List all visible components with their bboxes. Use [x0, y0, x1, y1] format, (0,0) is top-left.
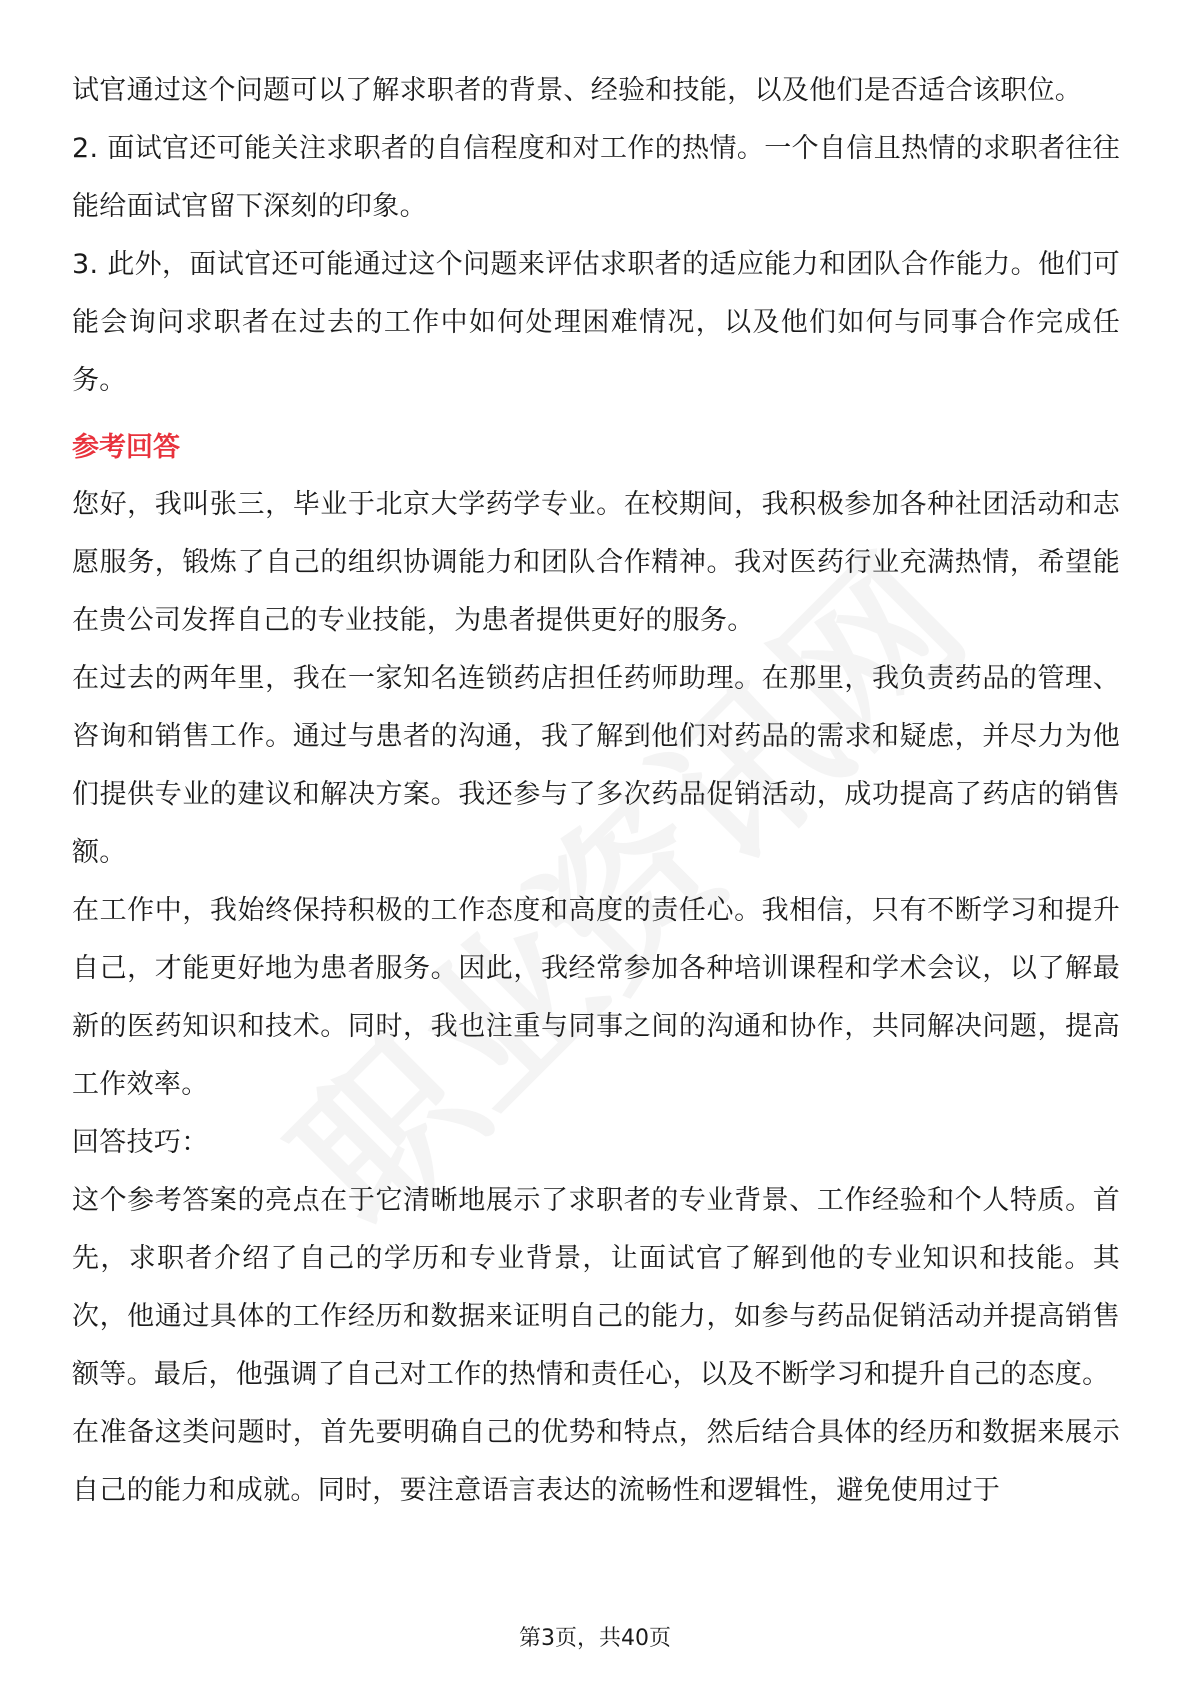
tips-paragraph: 在准备这类问题时，首先要明确自己的优势和特点，然后结合具体的经历和数据来展示自己的能力和成就。同时，要注意语言表达的流畅性和逻辑性，避免使用过于 — [72, 1417, 1120, 1506]
tips-heading: 回答技巧： — [72, 1127, 209, 1158]
page-footer: 第3页，共40页 — [519, 1626, 671, 1651]
section-heading: 参考回答 — [72, 432, 180, 463]
answer-paragraph: 在过去的两年里，我在一家知名连锁药店担任药师助理。在那里，我负责药品的管理、咨询和销售工作。通过与患者的沟通，我了解到他们对药品的需求和疑虑，并尽力为他们提供专业的建议和解决方案。我还参与了多次药品促销活动，成功提高了药店的销售额。 — [72, 663, 1120, 868]
paragraph: 试官通过这个问题可以了解求职者的背景、经验和技能，以及他们是否适合该职位。 — [72, 75, 1083, 106]
answer-paragraph: 在工作中，我始终保持积极的工作态度和高度的责任心。我相信，只有不断学习和提升自己，才能更好地为患者服务。因此，我经常参加各种培训课程和学术会议，以了解最新的医药知识和技术。同时，我也注重与同事之间的沟通和协作，共同解决问题，提高工作效率。 — [72, 895, 1120, 1100]
paragraph: 3. 此外，面试官还可能通过这个问题来评估求职者的适应能力和团队合作能力。他们可能会询问求职者在过去的工作中如何处理困难情况，以及他们如何与同事合作完成任务。 — [72, 249, 1120, 396]
document-body — [72, 62, 1120, 1520]
answer-paragraph: 您好，我叫张三，毕业于北京大学药学专业。在校期间，我积极参加各种社团活动和志愿服务，锻炼了自己的组织协调能力和团队合作精神。我对医药行业充满热情，希望能在贵公司发挥自己的专业技能，为患者提供更好的服务。 — [72, 489, 1120, 636]
paragraph: 2. 面试官还可能关注求职者的自信程度和对工作的热情。一个自信且热情的求职者往往能给面试官留下深刻的印象。 — [72, 133, 1120, 222]
tips-paragraph: 这个参考答案的亮点在于它清晰地展示了求职者的专业背景、工作经验和个人特质。首先，求职者介绍了自己的学历和专业背景，让面试官了解到他的专业知识和技能。其次，他通过具体的工作经历和数据来证明自己的能力，如参与药品促销活动并提高销售额等。最后，他强调了自己对工作的热情和责任心，以及不断学习和提升自己的态度。 — [72, 1185, 1120, 1390]
